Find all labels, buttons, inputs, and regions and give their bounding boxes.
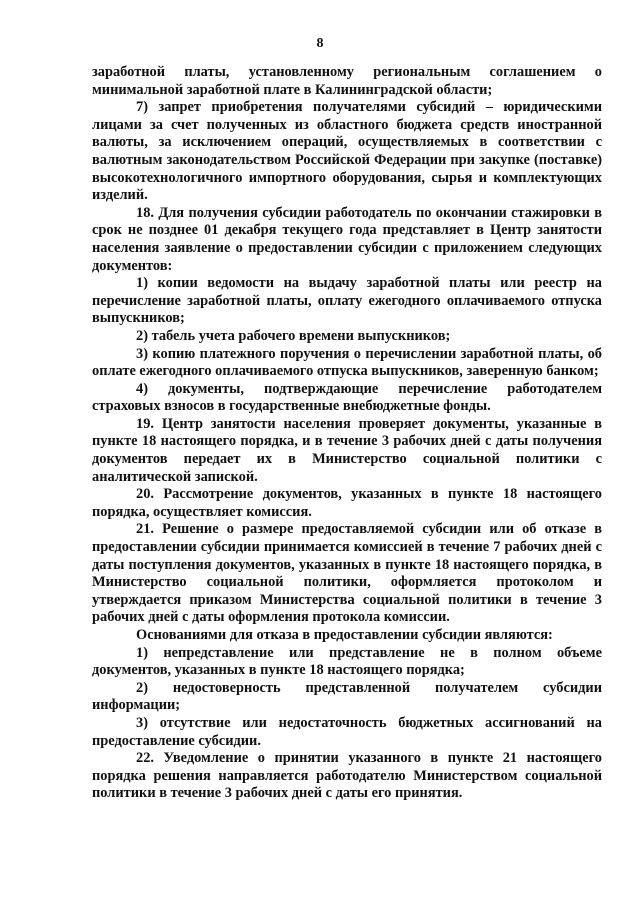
paragraph-22: 22. Уведомление о принятии указанного в пункте 21 настоящего порядка решения направляется работодателю Министерством социальной политики в течение 3 рабочих дней с даты его принятия. [92, 750, 602, 802]
paragraph-18-item-4: 4) документы, подтверждающие перечисление работодателем страховых взносов в государственные внебюджетные фонды. [92, 380, 602, 415]
page-number: 8 [316, 36, 324, 51]
paragraph-item-7: 7) запрет приобретения получателями субсидий – юридическими лицами за счет полученных из областного бюджета средств иностранной валюты, за исключением операций, осуществляемых в соответствии с валютным законодательством Российской Федерации при закупке (поставке) высокотехнологичного импортного оборудования, сырья и комплектующих изделий. [92, 99, 602, 204]
paragraph-18-item-2: 2) табель учета рабочего времени выпускников; [136, 327, 451, 344]
refusal-ground-2: 2) недостоверность представленной получателем субсидии информации; [92, 679, 602, 714]
refusal-ground-1: 1) непредставление или представление не в полном объеме документов, указанных в пункте 18 настоящего порядка; [92, 644, 602, 679]
refusal-ground-3: 3) отсутствие или недостаточность бюджетных ассигнований на предоставление субсидии. [92, 714, 602, 749]
refusal-grounds-heading: Основаниями для отказа в предоставлении субсидии являются: [136, 627, 553, 643]
paragraph-19: 19. Центр занятости населения проверяет документы, указанные в пункте 18 настоящего порядка, и в течение 3 рабочих дней с даты получения документов передает их в Министерство социальной политики с аналитической запиской. [92, 415, 602, 485]
paragraph-21: 21. Решение о размере предоставляемой субсидии или об отказе в предоставлении субсидии принимается комиссией в течение 7 рабочих дней с даты поступления документов, указанных в пункте 18 настоящего порядка, в Министерство социальной политики, оформляется протоколом и утверждается приказом Министерства социальной политики в течение 3 рабочих дней с даты оформления протокола комиссии. [92, 521, 602, 626]
paragraph-18-item-3: 3) копию платежного поручения о перечислении заработной платы, об оплате ежегодного оплачиваемого отпуска выпускников, заверенную банком; [92, 345, 602, 380]
paragraph-20: 20. Рассмотрение документов, указанных в пункте 18 настоящего порядка, осуществляет комиссия. [92, 486, 602, 520]
document-body [92, 64, 602, 803]
paragraph-continuation: заработной платы, установленному региональным соглашением о минимальной заработной плате в Калининградской области; [92, 64, 602, 98]
paragraph-18-item-1: 1) копии ведомости на выдачу заработной платы или реестр на перечисление заработной платы, оплату ежегодного оплачиваемого отпуска выпускников; [92, 275, 602, 327]
paragraph-18: 18. Для получения субсидии работодатель по окончании стажировки в срок не позднее 01 декабря текущего года представляет в Центр занятости населения заявление о предоставлении субсидии с приложением следующих документов: [92, 204, 602, 274]
